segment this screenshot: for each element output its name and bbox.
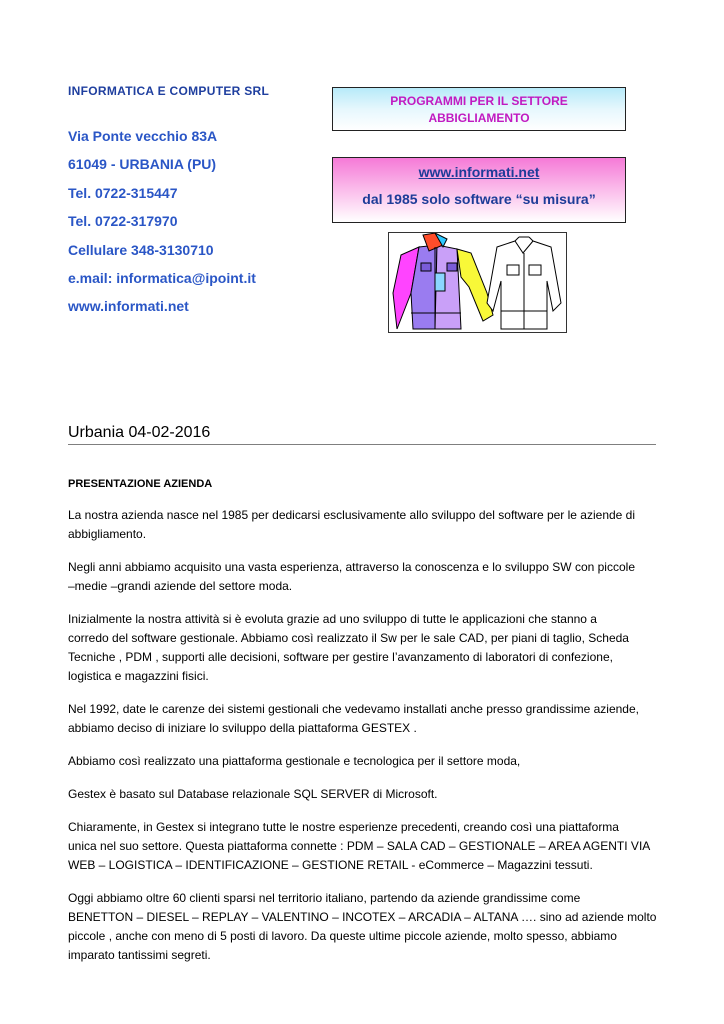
phone-line-1: Tel. 0722-315447: [68, 184, 178, 201]
promo-website-link[interactable]: www.informati.net: [418, 164, 540, 180]
website-line[interactable]: www.informati.net: [68, 298, 189, 315]
paragraph: Abbiamo così realizzato una piattaforma gestionale e tecnologica per il settore moda,: [68, 754, 521, 768]
jacket-illustration: [388, 232, 567, 333]
mobile-line: Cellulare 348-3130710: [68, 241, 214, 258]
paragraph: Nel 1992, date le carenze dei sistemi gestionali che vedevamo installati anche presso grandissime aziende, abbiamo deciso di iniziare lo sviluppo della piattaforma GESTEX .: [68, 702, 639, 735]
sector-banner: [332, 87, 626, 131]
address-line: Via Ponte vecchio 83A: [68, 128, 218, 144]
paragraph: Negli anni abbiamo acquisito una vasta esperienza, attraverso la conoscenza e lo sviluppo SW con piccole –medie –grandi aziende del settore moda.: [68, 560, 635, 593]
city-line: 61049 - URBANIA (PU): [68, 156, 217, 173]
promo-box: [332, 157, 626, 223]
paragraph: Oggi abbiamo oltre 60 clienti sparsi nel territorio italiano, partendo da aziende grandissime come BENETTON – DIESEL – REPLAY – VALENTINO – INCOTEX – ARCADIA – ALTANA …. sino ad aziende molto piccole , anche con meno di 5 posti di lavoro. Da queste ultime piccole aziende, molto spesso, abbiamo imparato tantissimi segreti.: [68, 891, 657, 962]
document-date: Urbania 04-02-2016: [68, 424, 656, 445]
banner-line-1: PROGRAMMI PER IL SETTORE: [390, 94, 568, 108]
document-body: [68, 506, 660, 979]
phone-line-2: Tel. 0722-317970: [68, 213, 178, 230]
banner-line-2: ABBIGLIAMENTO: [428, 111, 530, 125]
contact-block: [68, 126, 256, 325]
paragraph: Gestex è basato sul Database relazionale SQL SERVER di Microsoft.: [68, 787, 438, 801]
section-title: PRESENTAZIONE AZIENDA: [68, 478, 213, 490]
company-name: INFORMATICA E COMPUTER SRL: [68, 84, 270, 98]
company-header: [68, 84, 269, 98]
paragraph: La nostra azienda nasce nel 1985 per dedicarsi esclusivamente allo sviluppo del software per le aziende di abbigliamento.: [68, 508, 636, 541]
jacket-drawing-icon: [389, 233, 567, 333]
paragraph: Chiaramente, in Gestex si integrano tutte le nostre esperienze precedenti, creando così una piattaforma unica nel suo settore. Questa piattaforma connette : PDM – SALA CAD – GESTIONALE – AREA AGENTI VIA WEB – LOGISTICA – IDENTIFICAZIONE – GESTIONE RETAIL - eCommerce – Magazzini tessuti.: [68, 820, 651, 872]
email-line[interactable]: e.mail: informatica@ipoint.it: [68, 269, 256, 286]
promo-tagline: dal 1985 solo software “su misura”: [362, 191, 596, 207]
paragraph: Inizialmente la nostra attività si è evoluta grazie ad uno sviluppo di tutte le applicazioni che stanno a corredo del software gestionale. Abbiamo così realizzato il Sw per le sale CAD, per piani di taglio, Scheda Tecniche , PDM , supporti alle decisioni, software per gestire l’avanzamento di laboratori di confezione, logistica e magazzini fisici.: [68, 612, 629, 683]
